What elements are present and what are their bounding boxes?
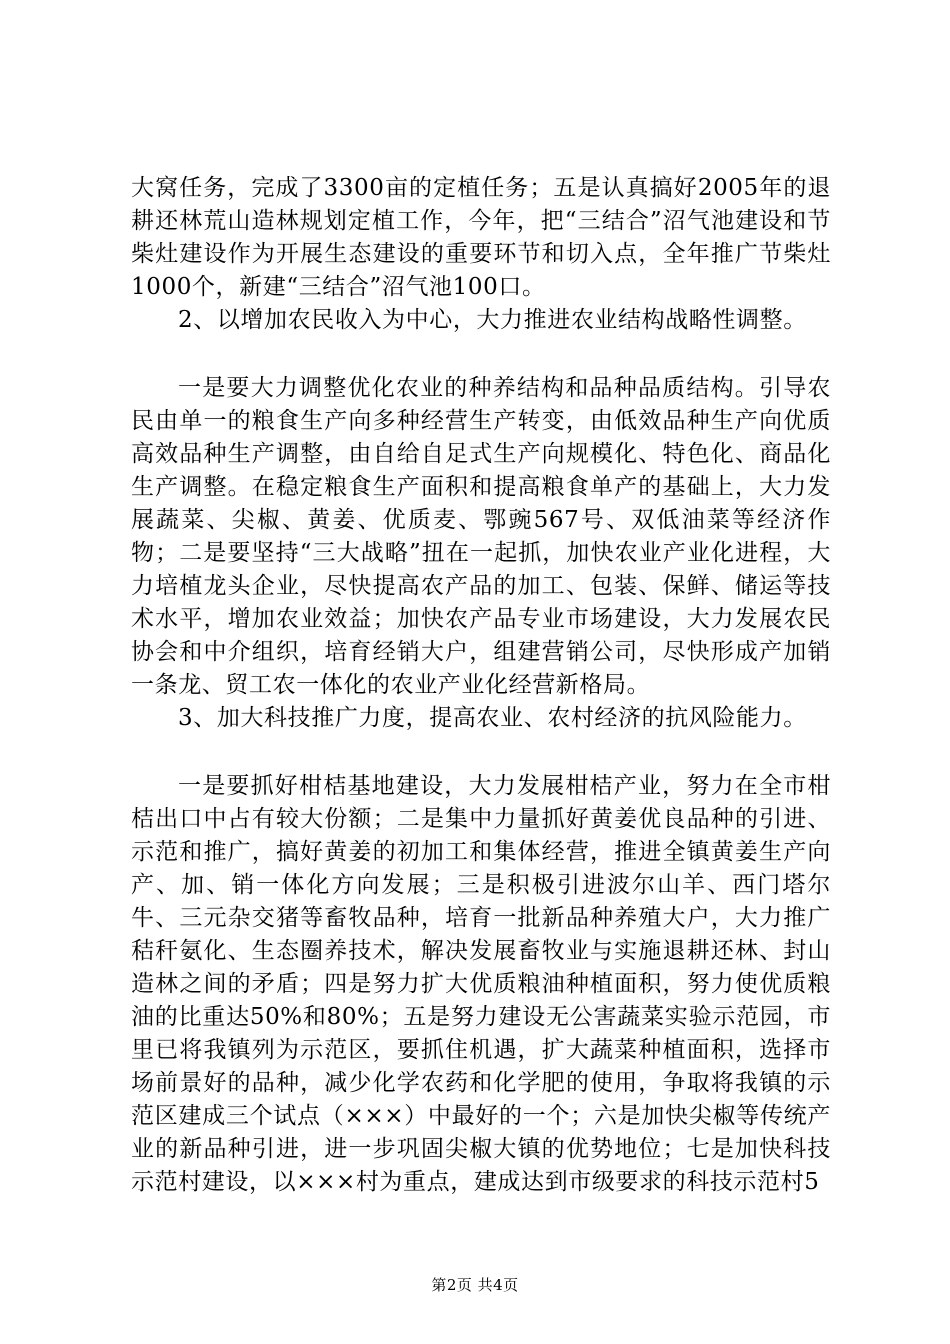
section-heading-2: 2、以增加农民收入为中心，大力推进农业结构战略性调整。 (178, 307, 807, 333)
section-heading-3: 3、加大科技推广力度，提高农业、农村经济的抗风险能力。 (178, 705, 807, 731)
paragraph-technology-promotion: 一是要抓好柑桔基地建设，大力发展柑桔产业，努力在全市柑桔出口中占有较大份额；二是集中力量抓好黄姜优良品种的引进、示范和推广，搞好黄姜的初加工和集体经营，推进全镇黄姜生产向产、加、销一体化方向发展；三是积极引进波尔山羊、西门塔尔牛、三元杂交猪等畜牧品种，培育一批新品种养殖大户，大力推广秸秆氨化、生态圈养技术，解决发展畜牧业与实施退耕还林、封山造林之间的矛盾；四是努力扩大优质粮油种植面积，努力使优质粮油的比重达50%和80%；五是努力建设无公害蔬菜实验示范园，市里已将我镇列为示范区，要抓住机遇，扩大蔬菜种植面积，选择市场前景好的品种，减少化学农药和化学肥的使用，争取将我镇的示范区建成三个试点（×××）中最好的一个；六是加快尖椒等传统产业的新品种引进，进一步巩固尖椒大镇的优势地位；七是加快科技示范村建设，以×××村为重点，建成达到市级要求的科技示范村5 (131, 773, 831, 1195)
page-footer: 第2页 共4页 (431, 1276, 519, 1294)
document-body (131, 172, 831, 1199)
paragraph-continuation: 大窝任务，完成了3300亩的定植任务；五是认真搞好2005年的退耕还林荒山造林规划定植工作，今年，把“三结合”沼气池建设和节柴灶建设作为开展生态建设的重要环节和切入点，全年推广节柴灶1000个，新建“三结合”沼气池100口。 (131, 175, 831, 300)
paragraph-structure-adjustment: 一是要大力调整优化农业的种养结构和品种品质结构。引导农民由单一的粮食生产向多种经营生产转变，由低效品种生产向优质高效品种生产调整，由自给自足式生产向规模化、特色化、商品化生产调整。在稳定粮食生产面积和提高粮食单产的基础上，大力发展蔬菜、尖椒、黄姜、优质麦、鄂豌567号、双低油菜等经济作物；二是要坚持“三大战略”扭在一起抓，加快农业产业化进程，大力培植龙头企业，尽快提高农产品的加工、包装、保鲜、储运等技术水平，增加农业效益；加快农产品专业市场建设，大力发展农民协会和中介组织，培育经销大户，组建营销公司，尽快形成产加销一条龙、贸工农一体化的农业产业化经营新格局。 (131, 375, 831, 698)
